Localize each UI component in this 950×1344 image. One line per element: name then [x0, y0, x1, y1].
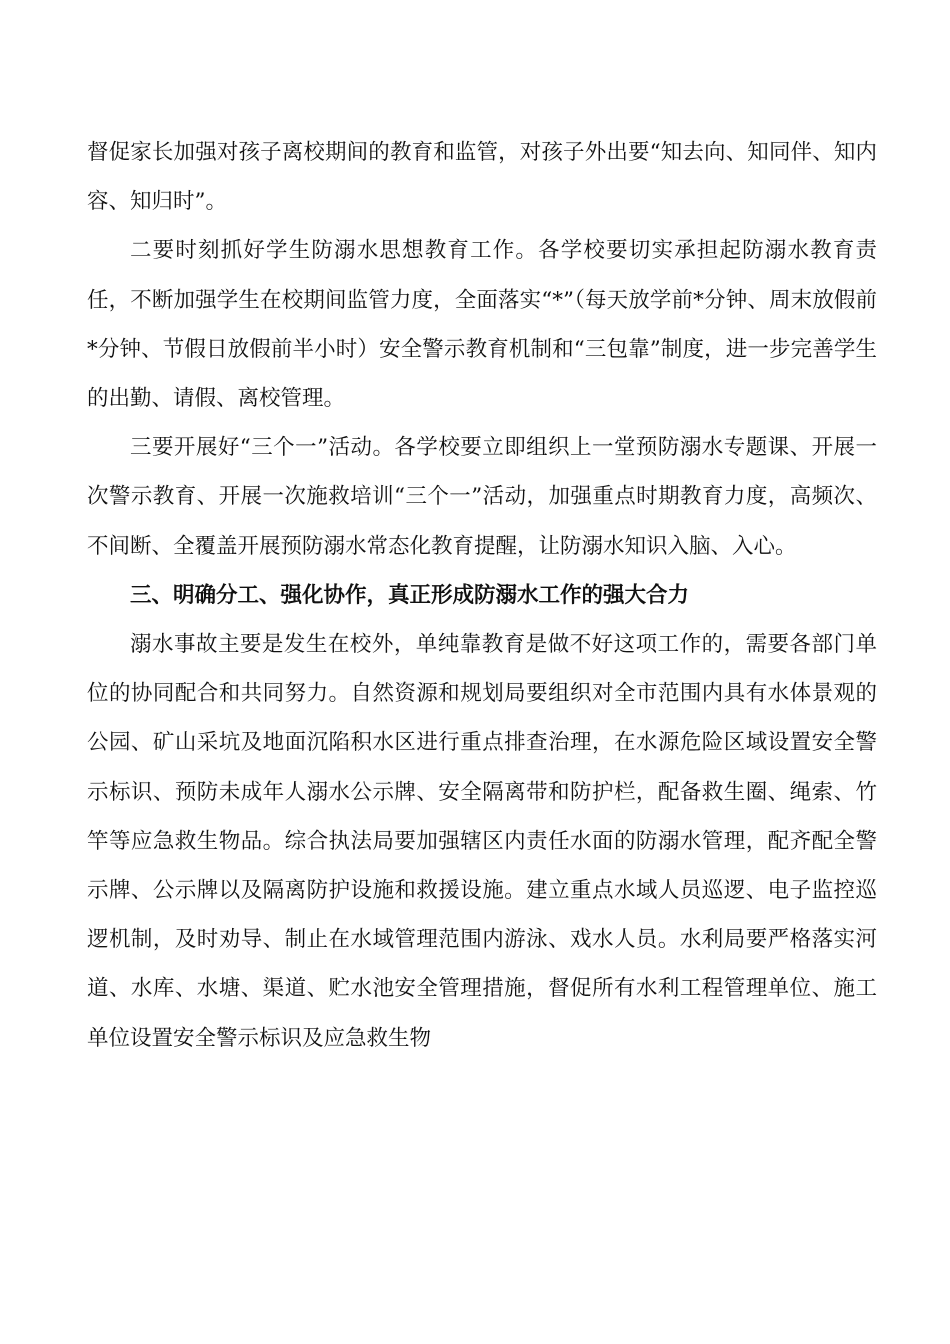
paragraph-point-two: 二要时刻抓好学生防溺水思想教育工作。各学校要切实承担起防溺水教育责任，不断加强学生在校期间监管力度，全面落实“*”（每天放学前*分钟、周末放假前*分钟、节假日放假前半小时）安全警示教育机制和“三包靠”制度，进一步完善学生的出勤、请假、离校管理。: [87, 238, 877, 412]
paragraph-section-three-body: 溺水事故主要是发生在校外，单纯靠教育是做不好这项工作的，需要各部门单位的协同配合和共同努力。自然资源和规划局要组织对全市范围内具有水体景观的公园、矿山采坑及地面沉陷积水区进行重点排查治理，在水源危险区域设置安全警示标识、预防未成年人溺水公示牌、安全隔离带和防护栏，配备救生圈、绳索、竹竿等应急救生物品。综合执法局要加强辖区内责任水面的防溺水管理，配齐配全警示牌、公示牌以及隔离防护设施和救援设施。建立重点水域人员巡逻、电子监控巡逻机制，及时劝导、制止在水域管理范围内游泳、戏水人员。水利局要严格落实河道、水库、水塘、渠道、贮水池安全管理措施，督促所有水利工程管理单位、施工单位设置安全警示标识及应急救生物: [87, 632, 877, 1051]
paragraph-point-three: 三要开展好“三个一”活动。各学校要立即组织上一堂预防溺水专题课、开展一次警示教育、开展一次施救培训“三个一”活动，加强重点时期教育力度，高频次、不间断、全覆盖开展预防溺水常态化教育提醒，让防溺水知识入脑、入心。: [87, 435, 877, 559]
paragraph-continuation: 督促家长加强对孩子离校期间的教育和监管，对孩子外出要“知去向、知同伴、知内容、知归时”。: [87, 140, 877, 215]
section-heading: 三、明确分工、强化协作，真正形成防溺水工作的强大合力: [130, 582, 690, 608]
document-body: [87, 128, 877, 1063]
